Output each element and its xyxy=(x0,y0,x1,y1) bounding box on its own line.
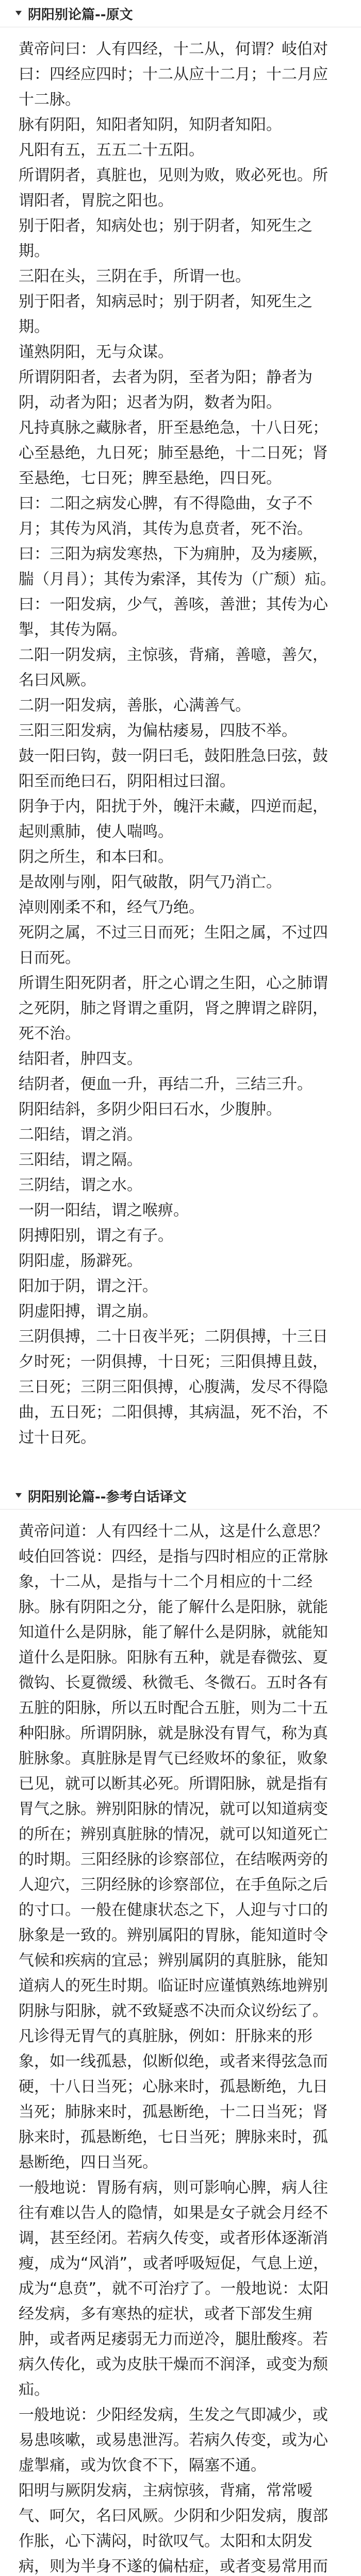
paragraph: 别于阳者，知病处也；别于阴者，知死生之期。 xyxy=(19,217,313,260)
section-title: 阴阳别论篇--参考白话译文 xyxy=(28,1489,187,1505)
paragraph: 死阴之属，不过三日而死；生阳之属，不过四日而死。 xyxy=(19,924,328,967)
paragraph: 岐伯回答说：四经，是指与四时相应的正常脉象，十二从，是指与十二个月相应的十二经脉。脉有阴阳之分，能了解什么是阳脉，就能知道什么是阴脉，能了解什么是阴脉，就能知道什么是阳脉。阳脉有五种，就是春微弦、夏微钩、长夏微缓、秋微毛、冬微石。五时各有五脏的阳脉，所以五时配合五脏，则为二十五种阳脉。所谓阴脉，就是脉没有胃气，称为真脏脉象。真脏脉是胃气已经败坏的象征，败象已见，就可以断其必死。所谓阳脉，就是指有胃气之脉。辨别阳脉的情况，就可以知道病变的所在；辨别真脏脉的情况，就可以知道死亡的时期。三阳经脉的诊察部位，在结喉两旁的人迎穴，三阴经脉的诊察部位，在手鱼际之后的寸口。一般在健康状态之下，人迎与寸口的脉象是一致的。辨别属阳的胃脉，能知道时令气候和疾病的宜忌；辨别属阴的真脏脉，能知道病人的死生时期。临证时应谨慎熟练地辨别阴脉与阳脉，就不致疑惑不决而众议纷纭了。 xyxy=(19,1548,328,2020)
paragraph: 一般地说：胃肠有病，则可影响心脾，病人往往有难以告人的隐情，如果是女子就会月经不调，甚至经闭。若病久传变，或者形体逐渐消瘦，成为“风消”，或者呼吸短促，气息上逆，成为“息贲”，就不可治疗了。一般地说：太阳经发病，多有寒热的症状，或者下部发生痈肿，或者两足痿弱无力而逆冷，腿肚酸疼。若病久传化，或为皮肤干燥而不润泽，或变为颓疝。 xyxy=(19,2179,329,2399)
paragraph: 曰：二阳之病发心脾，有不得隐曲，女子不月；其传为风消，其传为息贲者，死不治。 xyxy=(19,495,313,538)
article-section xyxy=(19,1482,342,2576)
paragraph: 是故刚与刚，阳气破散，阴气乃消亡。 xyxy=(19,873,282,891)
paragraph: 一阴一阳结，谓之喉痹。 xyxy=(19,1201,189,1219)
paragraph: 阴阳虚，肠澼死。 xyxy=(19,1252,142,1270)
paragraph: 曰：三阳为病发寒热，下为痈肿，及为痿厥，腨（月肙）；其传为索泽，其传为（广颓）疝。 xyxy=(19,545,336,588)
paragraph: 结阳者，肿四支。 xyxy=(19,1050,142,1068)
paragraph: 所谓阴阳者，去者为阴，至者为阳；静者为阴，动者为阳；迟者为阴，数者为阳。 xyxy=(19,368,313,412)
paragraph: 所谓阴者，真脏也，见则为败，败必死也。所谓阳者，胃脘之阳也。 xyxy=(19,166,328,210)
section-title: 阴阳别论篇--原文 xyxy=(28,7,133,23)
paragraph: 二阳结，谓之消。 xyxy=(19,1126,142,1144)
paragraph: 阴争于内，阳扰于外，魄汗未藏，四逆而起，起则熏肺，使人喘鸣。 xyxy=(19,798,328,841)
paragraph: 阳加于阴，谓之汗。 xyxy=(19,1277,158,1295)
paragraph: 谨熟阴阳，无与众谋。 xyxy=(19,343,173,361)
article-section xyxy=(19,0,342,1450)
paragraph: 三阳在头，三阴在手，所谓一也。 xyxy=(19,267,251,285)
paragraph: 鼓一阳曰钩，鼓一阴曰毛，鼓阳胜急曰弦，鼓阳至而绝曰石，阴阳相过曰溜。 xyxy=(19,747,328,790)
paragraph: 二阴一阳发病，善胀，心满善气。 xyxy=(19,697,251,715)
triangle-down-icon[interactable] xyxy=(14,10,22,17)
paragraph: 黄帝问道：人有四经十二从，这是什么意思？ xyxy=(19,1522,328,1540)
paragraph: 一般地说：少阳经发病，生发之气即减少，或易患咳嗽，或易患泄泻。若病久传变，或为心虚掣痛，或为饮食不下，隔塞不通。 xyxy=(19,2406,328,2475)
paragraph: 阳明与厥阴发病，主病惊骇，背痛，常常嗳气、呵欠，名曰风厥。少阴和少阳发病，腹部作胀，心下满闷，时欲叹气。太阳和太阴发病，则为半身不遂的偏枯症，或者变易常用而 xyxy=(19,2482,328,2575)
paragraph: 阴阳结斜，多阴少阳曰石水，少腹肿。 xyxy=(19,1100,282,1118)
paragraph: 凡诊得无胃气的真脏脉，例如：肝脉来的形象，如一线孤悬，似断似绝，或者来得弦急而硬，十八日当死；心脉来时，孤悬断绝，九日当死；肺脉来时，孤悬断绝，十二日当死；肾脉来时，孤悬断绝，七日当死；脾脉来时，孤悬断绝，四日当死。 xyxy=(19,2027,328,2172)
paragraph: 曰：一阳发病，少气，善咳，善泄；其传为心掣，其传为隔。 xyxy=(19,596,328,639)
paragraph: 凡阳有五，五五二十五阳。 xyxy=(19,141,204,159)
paragraph: 脉有阴阳，知阳者知阴，知阴者知阳。 xyxy=(19,116,282,134)
paragraph: 二阳一阴发病，主惊骇，背痛，善噫，善欠，名曰风厥。 xyxy=(19,646,328,689)
section-header-toggle[interactable] xyxy=(0,0,361,27)
paragraph: 结阴者，便血一升，再结二升，三结三升。 xyxy=(19,1075,313,1093)
paragraph: 三阴俱搏，二十日夜半死；二阴俱搏，十三日夕时死；一阴俱搏，十日死；三阳俱搏且鼓，三日死；三阴三阳俱搏，心腹满，发尽不得隐曲，五日死；二阳俱搏，其病温，死不治，不过十日死。 xyxy=(19,1328,328,1447)
section-spacer xyxy=(19,1464,342,1482)
paragraph: 阴虚阳搏，谓之崩。 xyxy=(19,1302,158,1320)
triangle-down-icon[interactable] xyxy=(14,1492,22,1499)
paragraph: 所谓生阳死阴者，肝之心谓之生阳，心之肺谓之死阴，肺之肾谓之重阴，肾之脾谓之辟阴，死不治。 xyxy=(19,974,328,1043)
paragraph: 阴搏阳别，谓之有子。 xyxy=(19,1227,173,1245)
paragraph: 三阳结，谓之隔。 xyxy=(19,1151,142,1169)
paragraph: 别于阳者，知病忌时；别于阴者，知死生之期。 xyxy=(19,293,313,336)
paragraph: 三阴结，谓之水。 xyxy=(19,1176,142,1194)
paragraph: 黄帝问曰：人有四经，十二从，何谓？岐伯对曰：四经应四时；十二从应十二月；十二月应十二脉。 xyxy=(19,40,328,109)
paragraph: 三阳三阳发病，为偏枯痿易，四肢不举。 xyxy=(19,722,297,740)
section-header-toggle[interactable] xyxy=(0,1482,361,1510)
paragraph: 凡持真脉之藏脉者，肝至悬绝急，十八日死；心至悬绝，九日死；肺至悬绝，十二日死；肾至悬绝，七日死；脾至悬绝，四日死。 xyxy=(19,419,328,487)
paragraph: 阴之所生，和本曰和。 xyxy=(19,848,173,866)
paragraph: 淖则刚柔不和，经气乃绝。 xyxy=(19,899,204,917)
